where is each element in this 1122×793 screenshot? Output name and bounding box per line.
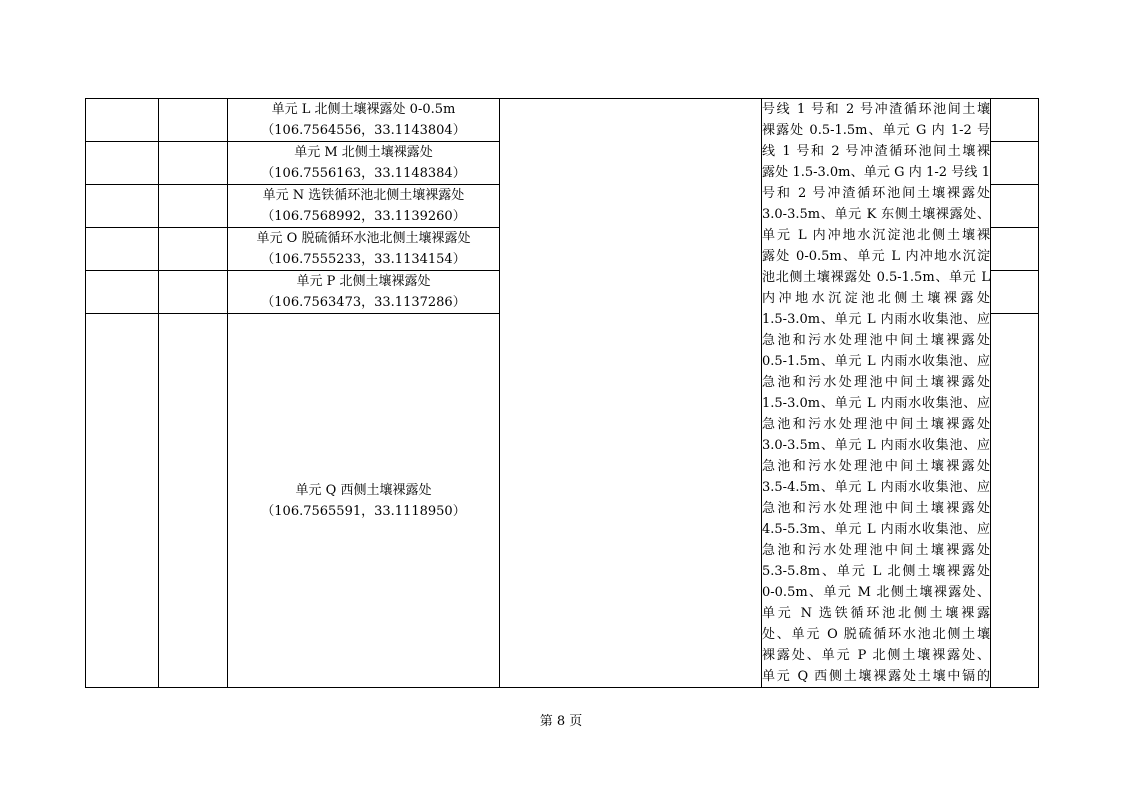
description-line: 单元 N 选铁循环池北侧土壤裸露 xyxy=(762,606,990,621)
description-line: 急池和污水处理池中间土壤裸露处 xyxy=(762,417,990,432)
description-line: 内冲地水沉淀池北侧土壤裸露处 xyxy=(762,291,990,306)
empty-cell xyxy=(159,314,228,688)
sample-location-name: 单元 L 北侧土壤裸露处 0-0.5m xyxy=(271,102,456,118)
empty-cell xyxy=(500,99,762,688)
description-line: 急池和污水处理池中间土壤裸露处 xyxy=(762,333,990,348)
description-text xyxy=(762,99,990,687)
description-line: 急池和污水处理池中间土壤裸露处 xyxy=(762,543,990,558)
sample-location-cell xyxy=(228,185,500,228)
empty-cell xyxy=(991,314,1039,688)
description-line: 单元 L 内冲地水沉淀池北侧土壤裸 xyxy=(762,228,990,243)
description-line: 急池和污水处理池中间土壤裸露处 xyxy=(762,501,990,516)
sample-location-name: 单元 O 脱硫循环水池北侧土壤裸露处 xyxy=(256,231,471,247)
description-line: 5.3-5.8m、单元 L 北侧土壤裸露处 xyxy=(762,564,990,579)
description-line: 露处 1.5-3.0m、单元 G 内 1-2 号线 1 xyxy=(762,165,990,180)
description-line: 线 1 号和 2 号冲渣循环池间土壤裸 xyxy=(762,144,990,159)
description-line: 裸露处、单元 P 北侧土壤裸露处、 xyxy=(762,648,990,663)
description-line: 池北侧土壤裸露处 0.5-1.5m、单元 L xyxy=(762,270,990,285)
description-line: 4.5-5.3m、单元 L 内雨水收集池、应 xyxy=(762,522,990,537)
sample-location-cell xyxy=(228,314,500,688)
empty-cell xyxy=(86,142,159,185)
description-line: 号和 2 号冲渣循环池间土壤裸露处 xyxy=(762,186,990,201)
empty-cell xyxy=(159,99,228,142)
empty-cell xyxy=(86,228,159,271)
description-line: 0-0.5m、单元 M 北侧土壤裸露处、 xyxy=(762,585,990,600)
sample-location-cell xyxy=(228,271,500,314)
sample-location-cell xyxy=(228,228,500,271)
sample-location-name: 单元 Q 西侧土壤裸露处 xyxy=(295,482,432,498)
description-line: 裸露处 0.5-1.5m、单元 G 内 1-2 号 xyxy=(762,123,990,138)
empty-cell xyxy=(159,271,228,314)
empty-cell xyxy=(991,228,1039,271)
sample-location-cell xyxy=(228,142,500,185)
empty-cell xyxy=(991,185,1039,228)
sampling-table xyxy=(85,98,1039,688)
empty-cell xyxy=(86,185,159,228)
sample-location-coordinates: （106.7565591，33.1118950） xyxy=(261,503,466,519)
description-line: 3.0-3.5m、单元 L 内雨水收集池、应 xyxy=(762,438,990,453)
empty-cell xyxy=(991,271,1039,314)
empty-cell xyxy=(159,228,228,271)
empty-cell xyxy=(159,142,228,185)
empty-cell xyxy=(86,99,159,142)
sample-location-name: 单元 N 选铁循环池北侧土壤裸露处 xyxy=(262,188,465,204)
sample-location-name: 单元 P 北侧土壤裸露处 xyxy=(296,274,431,290)
description-line: 3.5-4.5m、单元 L 内雨水收集池、应 xyxy=(762,480,990,495)
sample-location-coordinates: （106.7563473，33.1137286） xyxy=(261,295,466,311)
description-line: 0.5-1.5m、单元 L 内雨水收集池、应 xyxy=(762,354,990,369)
empty-cell xyxy=(86,314,159,688)
description-line: 1.5-3.0m、单元 L 内雨水收集池、应 xyxy=(762,396,990,411)
table-row xyxy=(86,99,1039,142)
description-cell xyxy=(762,99,991,688)
sample-location-coordinates: （106.7556163，33.1148384） xyxy=(261,166,466,182)
description-line: 急池和污水处理池中间土壤裸露处 xyxy=(762,375,990,390)
sample-location-coordinates: （106.7564556，33.1143804） xyxy=(261,123,466,139)
empty-cell xyxy=(991,99,1039,142)
sample-location-name: 单元 M 北侧土壤裸露处 xyxy=(294,145,433,161)
description-line: 3.0-3.5m、单元 K 东侧土壤裸露处、 xyxy=(762,207,990,222)
description-line: 急池和污水处理池中间土壤裸露处 xyxy=(762,459,990,474)
description-line: 单元 Q 西侧土壤裸露处土壤中镉的 xyxy=(762,669,990,684)
empty-cell xyxy=(991,142,1039,185)
empty-cell xyxy=(159,185,228,228)
sample-location-coordinates: （106.7555233，33.1134154） xyxy=(261,252,466,268)
empty-cell xyxy=(86,271,159,314)
description-line: 露处 0-0.5m、单元 L 内冲地水沉淀 xyxy=(762,249,990,264)
page-number: 第 8 页 xyxy=(539,714,583,729)
description-line: 处、单元 O 脱硫循环水池北侧土壤 xyxy=(762,627,990,642)
description-line: 1.5-3.0m、单元 L 内雨水收集池、应 xyxy=(762,312,990,327)
description-line: 号线 1 号和 2 号冲渣循环池间土壤 xyxy=(762,102,990,117)
sample-location-coordinates: （106.7568992，33.1139260） xyxy=(261,209,466,225)
sample-location-cell xyxy=(228,99,500,142)
